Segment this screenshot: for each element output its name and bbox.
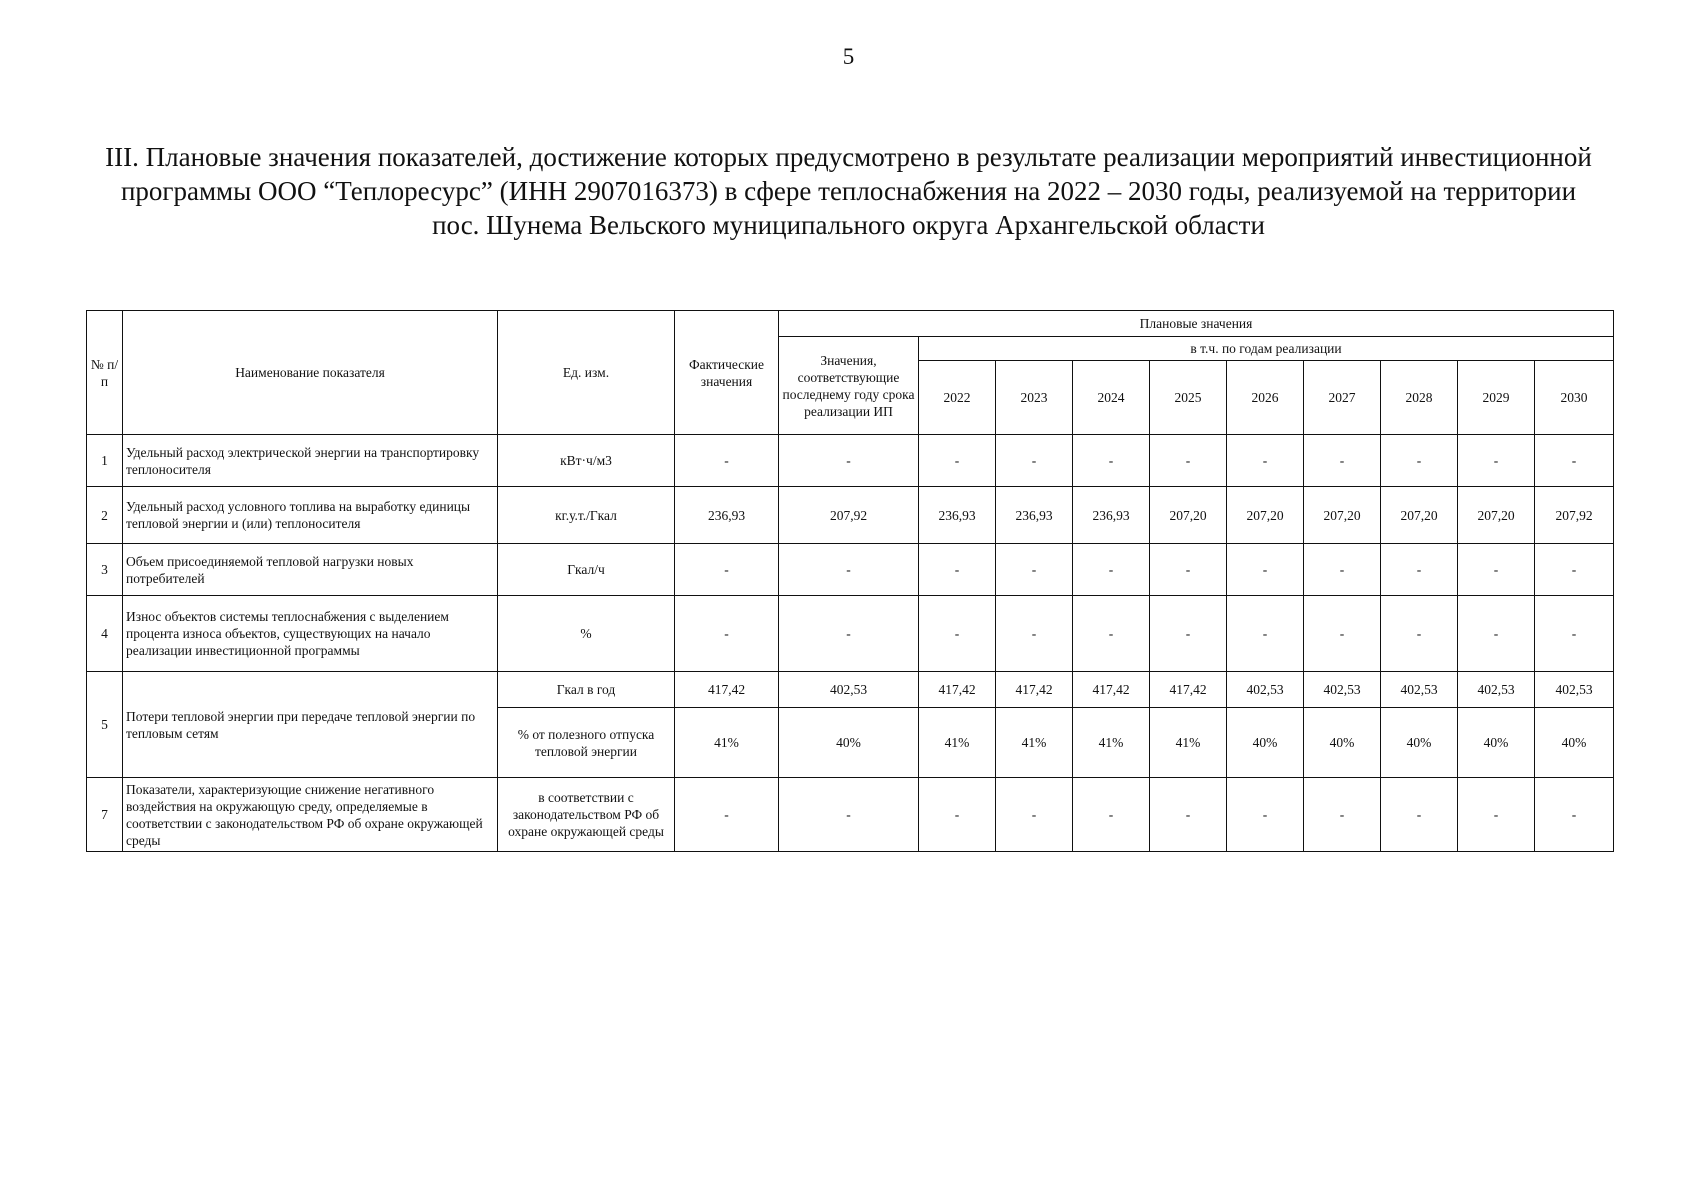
year-value-cell: -	[1304, 435, 1381, 487]
year-value-cell: -	[1535, 435, 1614, 487]
year-value-cell: -	[1381, 544, 1458, 596]
header-name: Наименование показателя	[123, 311, 498, 435]
unit-cell: кВт·ч/м3	[498, 435, 675, 487]
year-value-cell: -	[1458, 596, 1535, 672]
year-value-cell: -	[1073, 778, 1150, 852]
actual-value-cell: -	[675, 596, 779, 672]
indicator-name-cell: Износ объектов системы теплоснабжения с выделением процента износа объектов, существующих на начало реализации инвестиционной программы	[123, 596, 498, 672]
year-value-cell: 236,93	[996, 487, 1073, 544]
year-value-cell: 41%	[996, 708, 1073, 778]
unit-cell: Гкал в год	[498, 672, 675, 708]
year-value-cell: -	[1227, 596, 1304, 672]
header-last-year: Значения, соответствующие последнему году срока реализации ИП	[779, 337, 919, 435]
table-row	[87, 778, 1614, 852]
table-row	[87, 435, 1614, 487]
year-value-cell: -	[1458, 435, 1535, 487]
unit-cell: в соответствии с законодательством РФ об охране окружающей среды	[498, 778, 675, 852]
table-row	[87, 487, 1614, 544]
title-line: III. Плановые значения показателей, достижение которых предусмотрено в результате реализации мероприятий инвестиционной	[105, 142, 1592, 172]
header-year: 2030	[1535, 361, 1614, 435]
year-value-cell: -	[1150, 778, 1227, 852]
page-number: 5	[842, 44, 855, 69]
indicators-table	[86, 310, 1614, 852]
year-value-cell: -	[1227, 778, 1304, 852]
row-number-cell: 1	[87, 435, 123, 487]
header-year: 2028	[1381, 361, 1458, 435]
year-value-cell: 417,42	[996, 672, 1073, 708]
last-year-value-cell: 402,53	[779, 672, 919, 708]
last-year-value-cell: -	[779, 778, 919, 852]
year-value-cell: -	[1150, 596, 1227, 672]
actual-value-cell: 236,93	[675, 487, 779, 544]
indicator-name-cell: Показатели, характеризующие снижение негативного воздействия на окружающую среду, определяемые в соответствии с законодательством РФ об охране окружающей среды	[123, 778, 498, 852]
header-planned: Плановые значения	[779, 311, 1614, 337]
row-number-cell: 2	[87, 487, 123, 544]
indicator-name-cell: Объем присоединяемой тепловой нагрузки новых потребителей	[123, 544, 498, 596]
actual-value-cell: -	[675, 778, 779, 852]
year-value-cell: -	[996, 596, 1073, 672]
year-value-cell: -	[1073, 596, 1150, 672]
year-value-cell: -	[996, 778, 1073, 852]
header-year: 2023	[996, 361, 1073, 435]
unit-cell: %	[498, 596, 675, 672]
year-value-cell: -	[1073, 544, 1150, 596]
last-year-value-cell: -	[779, 435, 919, 487]
year-value-cell: -	[919, 544, 996, 596]
year-value-cell: -	[919, 778, 996, 852]
year-value-cell: 417,42	[1150, 672, 1227, 708]
year-value-cell: -	[996, 544, 1073, 596]
year-value-cell: 417,42	[919, 672, 996, 708]
unit-cell: % от полезного отпуска тепловой энергии	[498, 708, 675, 778]
year-value-cell: 207,20	[1458, 487, 1535, 544]
indicator-name-cell: Удельный расход электрической энергии на транспортировку теплоносителя	[123, 435, 498, 487]
year-value-cell: -	[1304, 544, 1381, 596]
year-value-cell: -	[1073, 435, 1150, 487]
unit-cell: Гкал/ч	[498, 544, 675, 596]
year-value-cell: -	[1304, 778, 1381, 852]
year-value-cell: 41%	[919, 708, 996, 778]
last-year-value-cell: -	[779, 544, 919, 596]
year-value-cell: 402,53	[1458, 672, 1535, 708]
year-value-cell: -	[996, 435, 1073, 487]
last-year-value-cell: 207,92	[779, 487, 919, 544]
header-num: № п/п	[87, 311, 123, 435]
year-value-cell: -	[1150, 544, 1227, 596]
row-number-cell: 4	[87, 596, 123, 672]
row-number-cell: 5	[87, 672, 123, 778]
header-year: 2022	[919, 361, 996, 435]
year-value-cell: -	[919, 435, 996, 487]
year-value-cell: 402,53	[1227, 672, 1304, 708]
year-value-cell: 417,42	[1073, 672, 1150, 708]
indicator-name-cell: Удельный расход условного топлива на выработку единицы тепловой энергии и (или) теплоносителя	[123, 487, 498, 544]
row-number-cell: 3	[87, 544, 123, 596]
year-value-cell: 207,20	[1304, 487, 1381, 544]
title-line: программы ООО “Теплоресурс” (ИНН 2907016373) в сфере теплоснабжения на 2022 – 2030 годы, реализуемой на территории	[120, 176, 1577, 206]
year-value-cell: 207,20	[1150, 487, 1227, 544]
year-value-cell: -	[1304, 596, 1381, 672]
indicator-name-cell: Потери тепловой энергии при передаче тепловой энергии по тепловым сетям	[123, 672, 498, 778]
header-year: 2027	[1304, 361, 1381, 435]
year-value-cell: -	[1150, 435, 1227, 487]
year-value-cell: 40%	[1227, 708, 1304, 778]
year-value-cell: -	[1381, 435, 1458, 487]
year-value-cell: -	[1535, 544, 1614, 596]
year-value-cell: 40%	[1458, 708, 1535, 778]
table-row	[87, 596, 1614, 672]
year-value-cell: 40%	[1535, 708, 1614, 778]
table-row	[87, 544, 1614, 596]
year-value-cell: -	[1381, 778, 1458, 852]
header-by-years: в т.ч. по годам реализации	[919, 337, 1614, 361]
year-value-cell: -	[1535, 596, 1614, 672]
year-value-cell: 207,20	[1227, 487, 1304, 544]
last-year-value-cell: -	[779, 596, 919, 672]
year-value-cell: 40%	[1304, 708, 1381, 778]
header-year: 2025	[1150, 361, 1227, 435]
header-year: 2024	[1073, 361, 1150, 435]
header-unit: Ед. изм.	[498, 311, 675, 435]
title-line: пос. Шунема Вельского муниципального округа Архангельской области	[432, 210, 1265, 240]
year-value-cell: 402,53	[1304, 672, 1381, 708]
header-actual: Фактические значения	[675, 311, 779, 435]
year-value-cell: 40%	[1381, 708, 1458, 778]
year-value-cell: -	[1227, 435, 1304, 487]
year-value-cell: 236,93	[1073, 487, 1150, 544]
year-value-cell: -	[1381, 596, 1458, 672]
unit-cell: кг.у.т./Гкал	[498, 487, 675, 544]
row-number-cell: 7	[87, 778, 123, 852]
year-value-cell: 207,92	[1535, 487, 1614, 544]
actual-value-cell: -	[675, 544, 779, 596]
last-year-value-cell: 40%	[779, 708, 919, 778]
year-value-cell: -	[1227, 544, 1304, 596]
year-value-cell: -	[1458, 544, 1535, 596]
year-value-cell: -	[1458, 778, 1535, 852]
header-year: 2029	[1458, 361, 1535, 435]
year-value-cell: -	[919, 596, 996, 672]
year-value-cell: 207,20	[1381, 487, 1458, 544]
actual-value-cell: -	[675, 435, 779, 487]
actual-value-cell: 41%	[675, 708, 779, 778]
year-value-cell: 402,53	[1381, 672, 1458, 708]
header-year: 2026	[1227, 361, 1304, 435]
year-value-cell: 41%	[1150, 708, 1227, 778]
table-row	[87, 672, 1614, 708]
year-value-cell: 402,53	[1535, 672, 1614, 708]
document-title	[70, 140, 1627, 242]
actual-value-cell: 417,42	[675, 672, 779, 708]
year-value-cell: 236,93	[919, 487, 996, 544]
year-value-cell: -	[1535, 778, 1614, 852]
year-value-cell: 41%	[1073, 708, 1150, 778]
